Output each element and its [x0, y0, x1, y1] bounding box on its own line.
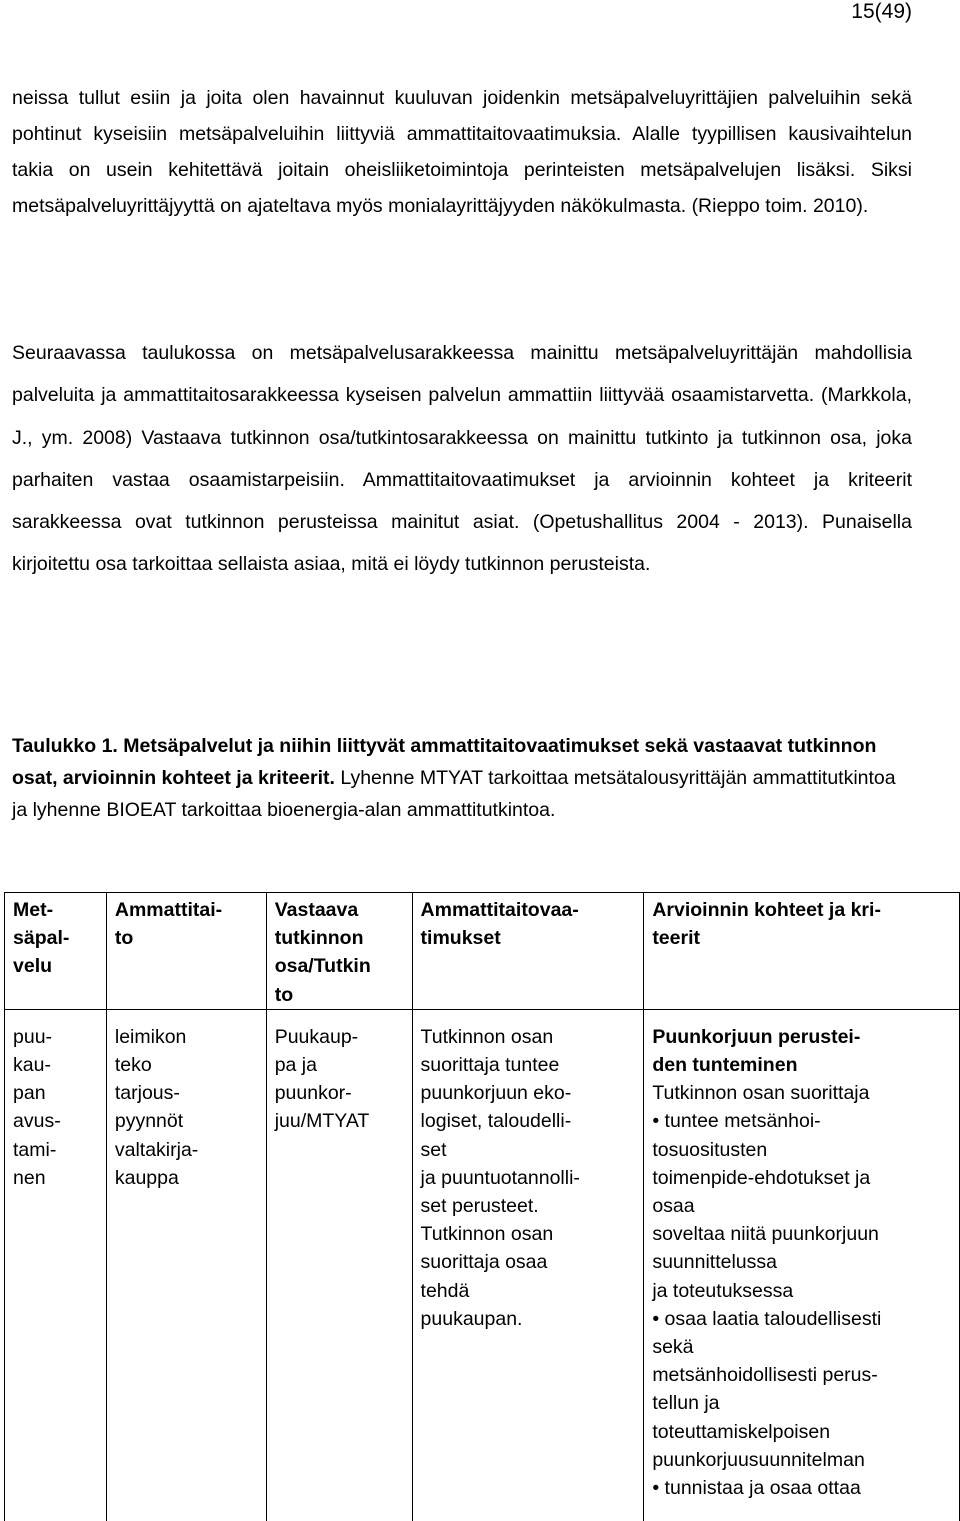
text-line: valtakirja-: [114, 1138, 199, 1161]
table-caption-title: Taulukko 1. Metsäpalvelut ja niihin liittyvät ammattitaitovaatimukset sekä vastaavat tutkinnon osat, arvioinnin kohteet ja kriteerit.: [12, 735, 877, 789]
text-line: tehdä: [420, 1279, 470, 1302]
criteria-heading: [652, 1023, 959, 1079]
text-line: Puukaup-: [274, 1025, 359, 1048]
text-line: to: [274, 983, 294, 1006]
text-line: ja toteutuksessa: [652, 1279, 794, 1302]
text-line: set: [420, 1138, 447, 1161]
cell-requirements: [412, 1009, 644, 1521]
table-row: [5, 1009, 960, 1521]
header-criteria: [644, 893, 960, 1010]
cell-criteria: [644, 1009, 960, 1521]
text-line: Tutkinnon osan suorittaja: [652, 1082, 870, 1105]
cell-qualification: [266, 1009, 412, 1521]
text-line: osa/Tutkin: [274, 955, 371, 978]
text-line: Met-: [13, 899, 54, 921]
text-line: sekä: [652, 1336, 694, 1359]
text-line: puunkorjuun eko-: [420, 1082, 572, 1105]
text-line: logiset, taloudelli-: [420, 1110, 572, 1133]
text-line: tami-: [13, 1138, 57, 1161]
text-line: tellun ja: [652, 1392, 720, 1415]
text-line: puunkorjuusuunnitelman: [652, 1448, 865, 1471]
text-line: Tutkinnon osan: [420, 1025, 554, 1048]
text-line: Vastaava: [274, 899, 359, 921]
text-line: toteuttamiskelpoisen: [652, 1420, 831, 1443]
text-line: pyynnöt: [114, 1110, 184, 1133]
text-line: Ammattitai-: [114, 899, 223, 921]
services-table: [4, 892, 960, 1521]
text-line: puunkor-: [274, 1082, 352, 1105]
text-line: • osaa laatia taloudellisesti: [652, 1307, 882, 1330]
text-line: metsänhoidollisesti perus-: [652, 1364, 878, 1387]
text-line: suunnittelussa: [652, 1251, 777, 1274]
text-line: tarjous-: [114, 1082, 180, 1105]
text-line: den tunteminen: [652, 1054, 798, 1077]
text-line: avus-: [13, 1110, 61, 1133]
text-line: leimikon: [114, 1025, 187, 1048]
text-line: Arvioinnin kohteet ja kri-: [652, 899, 881, 921]
text-line: set perusteet.: [420, 1195, 539, 1218]
text-line: • tunnistaa ja osaa ottaa: [652, 1477, 861, 1500]
text-line: timukset: [420, 927, 501, 950]
text-line: Ammattitaitovaa-: [420, 899, 579, 921]
header-skill: [106, 893, 266, 1010]
header-requirements: [412, 893, 644, 1010]
header-service: [5, 893, 107, 1010]
text-line: kauppa: [114, 1166, 179, 1189]
text-line: puu-: [13, 1025, 53, 1048]
text-line: Tutkinnon osan: [420, 1223, 554, 1246]
text-line: soveltaa niitä puunkorjuun: [652, 1223, 879, 1246]
text-line: pan: [13, 1082, 46, 1105]
text-line: nen: [13, 1166, 46, 1189]
table-caption: [12, 730, 902, 826]
text-line: juu/MTYAT: [274, 1110, 370, 1133]
text-line: ja puuntuotannolli-: [420, 1166, 580, 1189]
cell-service: [5, 1009, 107, 1521]
text-line: osaa: [652, 1195, 695, 1218]
text-line: to: [114, 927, 134, 950]
header-qualification: [266, 893, 412, 1010]
text-line: tutkinnon: [274, 927, 364, 950]
table-header-row: [5, 893, 960, 1010]
text-line: kau-: [13, 1054, 51, 1077]
page-number: 15(49): [851, 0, 912, 23]
text-line: toimenpide-ehdotukset ja: [652, 1166, 871, 1189]
text-line: suorittaja tuntee: [420, 1054, 560, 1077]
text-line: pa ja: [274, 1054, 317, 1077]
text-line: Puunkorjuun perustei-: [652, 1025, 861, 1048]
paragraph-table-explanation: Seuraavassa taulukossa on metsäpalvelusarakkeessa mainittu metsäpalveluyrittäjän mahdollisia palveluita ja ammattitaitosarakkeessa kyseisen palvelun ammattiin liittyvää osaamistarvetta. (Markkola, J., ym. 2008) Vastaava tutkinnon osa/tutkintosarakkeessa on mainittu tutkinto ja tutkinnon osa, joka parhaiten vastaa osaamistarpeisiin. Ammattitaitovaatimukset ja arvioinnin kohteet ja kriteerit sarakkeessa ovat tutkinnon perusteissa mainitut asiat. (Opetushallitus 2004 - 2013). Punaisella kirjoitettu osa tarkoittaa sellaista asiaa, mitä ei löydy tutkinnon perusteista.: [12, 342, 912, 576]
text-line: teerit: [652, 927, 700, 950]
criteria-text: [652, 1079, 959, 1502]
text-line: velu: [13, 955, 53, 978]
text-line: tosuositusten: [652, 1138, 768, 1161]
text-line: teko: [114, 1054, 152, 1077]
cell-skill: [106, 1009, 266, 1521]
text-line: suorittaja osaa: [420, 1251, 548, 1274]
table-caption-text: Lyhenne MTYAT tarkoittaa metsätalousyrittäjän ammattitutkintoa ja lyhenne BIOEAT tarkoittaa bioenergia-alan ammattitutkintoa.: [12, 767, 896, 821]
text-line: puukaupan.: [420, 1307, 523, 1330]
text-line: säpal-: [13, 927, 70, 950]
text-line: • tuntee metsänhoi-: [652, 1110, 821, 1133]
paragraph-intro: neissa tullut esiin ja joita olen havainnut kuuluvan joidenkin metsäpalveluyrittäjien palveluihin sekä pohtinut kyseisiin metsäpalveluihin liittyviä ammattitaitovaatimuksia. Alalle tyypillisen kausivaihtelun takia on usein kehitettävä joitain oheisliiketoimintoja perinteisten metsäpalvelujen lisäksi. Siksi metsäpalveluyrittäjyyttä on ajateltava myös monialayrittäjyyden näkökulmasta. (Rieppo toim. 2010).: [12, 87, 912, 217]
